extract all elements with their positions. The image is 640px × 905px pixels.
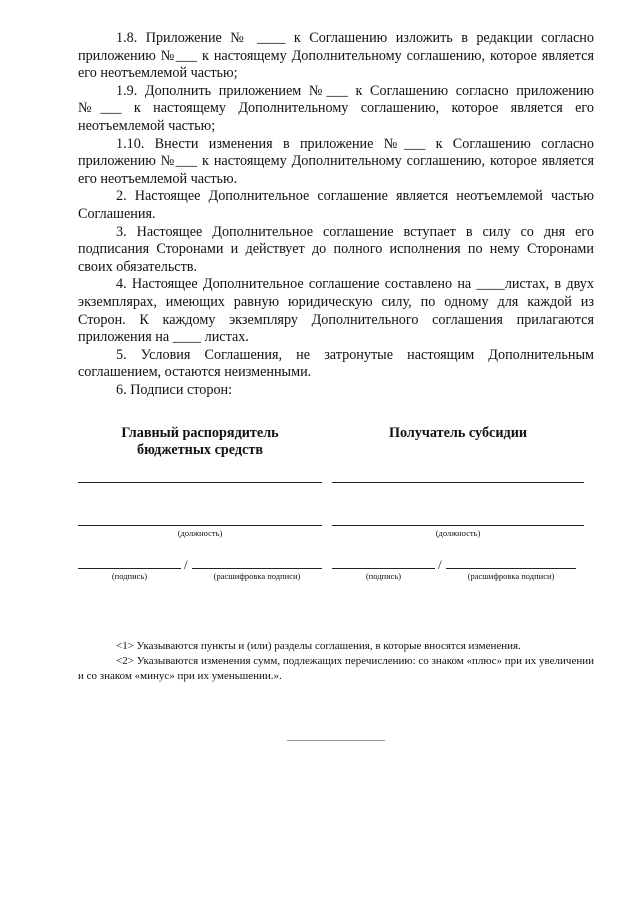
left-position-line <box>78 525 322 526</box>
right-organization-line <box>332 482 584 483</box>
clause-1-9: 1.9. Дополнить приложением №___ к Соглашению согласно приложению №___ к настоящему Дополнительному соглашению, которое является его неотъемлемой частью; <box>78 82 594 134</box>
footnote-2: <2> Указываются изменения сумм, подлежащих перечислению: со знаком «плюс» при их увеличении и со знаком «минус» при их уменьшении.». <box>78 655 594 682</box>
clause-3: 3. Настоящее Дополнительное соглашение вступает в силу со дня его подписания Сторонами и действует до полного исполнения по нему Сторонами своих обязательств. <box>78 223 594 275</box>
right-signature-caption: (подпись) <box>365 571 402 581</box>
budget-manager-heading-line1: Главный распорядитель <box>121 425 279 441</box>
subsidy-recipient-heading <box>332 425 584 442</box>
right-signature-line <box>332 568 435 569</box>
clause-2: 2. Настоящее Дополнительное соглашение является неотъемлемой частью Соглашения. <box>78 188 594 222</box>
right-decoding-line <box>446 568 576 569</box>
budget-manager-heading-line2: бюджетных средств <box>137 442 263 458</box>
clause-5: 5. Условия Соглашения, не затронутые настоящим Дополнительным соглашением, остаются неизменными. <box>78 346 594 381</box>
right-signature-separator: / <box>438 557 442 572</box>
subsidy-recipient-heading-text: Получатель субсидии <box>388 425 528 441</box>
clause-4: 4. Настоящее Дополнительное соглашение составлено на ____листах, в двух экземплярах, имеющих равную юридическую силу, по одному для каждой из Сторон. К каждому экземпляру Дополнительного соглашения прилагаются приложения на ____ листах. <box>78 276 594 346</box>
footnote-1: <1> Указываются пункты и (или) разделы соглашения, в которые вносятся изменения. <box>116 640 521 652</box>
clause-1-8: 1.8. Приложение № ____ к Соглашению изложить в редакции согласно приложению №___ к настоящему Дополнительному соглашению, которое является его неотъемлемой частью; <box>78 30 594 82</box>
clause-1-10: 1.10. Внести изменения в приложение №___ к Соглашению согласно приложению №___ к настоящему Дополнительному соглашению, которое является его неотъемлемой частью. <box>78 135 594 187</box>
agreement-body <box>78 30 594 399</box>
right-position-caption: (должность) <box>435 528 481 538</box>
budget-manager-heading <box>78 425 322 459</box>
right-decoding-caption: (расшифровка подписи) <box>467 571 555 581</box>
end-divider <box>287 740 385 741</box>
clause-6: 6. Подписи сторон: <box>116 381 233 398</box>
left-signature-line <box>78 568 181 569</box>
left-decoding-caption: (расшифровка подписи) <box>213 571 301 581</box>
left-decoding-line <box>192 568 322 569</box>
left-organization-line <box>78 482 322 483</box>
left-signature-caption: (подпись) <box>111 571 148 581</box>
left-signature-separator: / <box>184 557 188 572</box>
left-position-caption: (должность) <box>177 528 223 538</box>
right-position-line <box>332 525 584 526</box>
footnotes <box>78 639 594 684</box>
